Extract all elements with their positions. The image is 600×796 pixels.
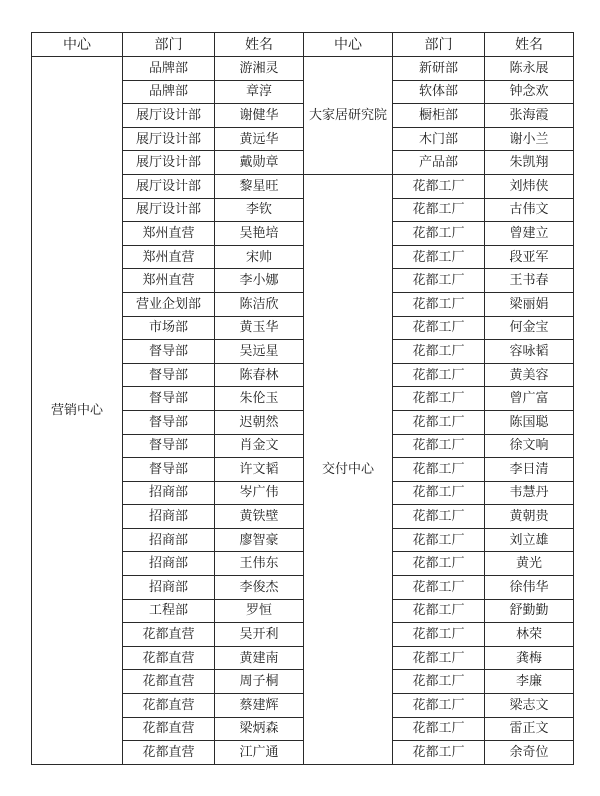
dept-cell: 新研部 <box>393 57 485 81</box>
name-cell: 钟念欢 <box>485 80 574 104</box>
name-cell: 章淳 <box>215 80 304 104</box>
dept-cell: 花都工厂 <box>393 363 485 387</box>
dept-cell: 花都工厂 <box>393 670 485 694</box>
name-cell: 余奇位 <box>485 741 574 765</box>
dept-cell: 工程部 <box>123 599 215 623</box>
dept-cell: 花都工厂 <box>393 292 485 316</box>
name-cell: 李廉 <box>485 670 574 694</box>
name-cell: 曾广富 <box>485 387 574 411</box>
dept-cell: 展厅设计部 <box>123 174 215 198</box>
dept-cell: 展厅设计部 <box>123 127 215 151</box>
name-cell: 李小娜 <box>215 269 304 293</box>
dept-cell: 软体部 <box>393 80 485 104</box>
name-cell: 刘立雄 <box>485 528 574 552</box>
name-cell: 李钦 <box>215 198 304 222</box>
dept-cell: 展厅设计部 <box>123 104 215 128</box>
dept-cell: 花都工厂 <box>393 316 485 340</box>
name-cell: 黄美容 <box>485 363 574 387</box>
header-center-left: 中心 <box>32 33 123 57</box>
name-cell: 梁丽娟 <box>485 292 574 316</box>
dept-cell: 营业企划部 <box>123 292 215 316</box>
dept-cell: 督导部 <box>123 458 215 482</box>
header-center-right: 中心 <box>304 33 393 57</box>
name-cell: 朱伦玉 <box>215 387 304 411</box>
dept-cell: 督导部 <box>123 363 215 387</box>
dept-cell: 督导部 <box>123 340 215 364</box>
name-cell: 徐伟华 <box>485 576 574 600</box>
dept-cell: 花都工厂 <box>393 340 485 364</box>
name-cell: 谢健华 <box>215 104 304 128</box>
name-cell: 容咏韬 <box>485 340 574 364</box>
name-cell: 段亚军 <box>485 245 574 269</box>
dept-cell: 品牌部 <box>123 57 215 81</box>
dept-cell: 花都直营 <box>123 717 215 741</box>
name-cell: 蔡建辉 <box>215 694 304 718</box>
name-cell: 黄光 <box>485 552 574 576</box>
name-cell: 黎星旺 <box>215 174 304 198</box>
dept-cell: 花都工厂 <box>393 387 485 411</box>
name-cell: 黄建南 <box>215 646 304 670</box>
dept-cell: 花都直营 <box>123 623 215 647</box>
name-cell: 游湘灵 <box>215 57 304 81</box>
dept-cell: 花都工厂 <box>393 410 485 434</box>
dept-cell: 花都工厂 <box>393 222 485 246</box>
name-cell: 李俊杰 <box>215 576 304 600</box>
staff-roster-table <box>31 32 574 765</box>
dept-cell: 花都工厂 <box>393 552 485 576</box>
name-cell: 龚梅 <box>485 646 574 670</box>
name-cell: 陈永展 <box>485 57 574 81</box>
name-cell: 迟朝然 <box>215 410 304 434</box>
name-cell: 江广通 <box>215 741 304 765</box>
dept-cell: 招商部 <box>123 481 215 505</box>
name-cell: 周子桐 <box>215 670 304 694</box>
name-cell: 黄朝贵 <box>485 505 574 529</box>
header-dept-right: 部门 <box>393 33 485 57</box>
dept-cell: 花都工厂 <box>393 576 485 600</box>
dept-cell: 展厅设计部 <box>123 198 215 222</box>
dept-cell: 招商部 <box>123 505 215 529</box>
name-cell: 戴勋章 <box>215 151 304 175</box>
name-cell: 李日清 <box>485 458 574 482</box>
dept-cell: 花都工厂 <box>393 623 485 647</box>
name-cell: 陈洁欣 <box>215 292 304 316</box>
dept-cell: 花都工厂 <box>393 245 485 269</box>
center-cell-right: 交付中心 <box>304 174 393 764</box>
name-cell: 罗恒 <box>215 599 304 623</box>
dept-cell: 品牌部 <box>123 80 215 104</box>
table-row <box>32 57 574 81</box>
dept-cell: 花都工厂 <box>393 458 485 482</box>
name-cell: 梁炳森 <box>215 717 304 741</box>
dept-cell: 郑州直营 <box>123 245 215 269</box>
name-cell: 陈国聪 <box>485 410 574 434</box>
name-cell: 岑广伟 <box>215 481 304 505</box>
dept-cell: 花都工厂 <box>393 646 485 670</box>
header-dept-left: 部门 <box>123 33 215 57</box>
dept-cell: 花都直营 <box>123 741 215 765</box>
dept-cell: 督导部 <box>123 387 215 411</box>
dept-cell: 花都工厂 <box>393 434 485 458</box>
name-cell: 廖智豪 <box>215 528 304 552</box>
dept-cell: 督导部 <box>123 410 215 434</box>
dept-cell: 花都工厂 <box>393 174 485 198</box>
name-cell: 吴开利 <box>215 623 304 647</box>
dept-cell: 花都直营 <box>123 670 215 694</box>
dept-cell: 招商部 <box>123 528 215 552</box>
dept-cell: 花都工厂 <box>393 481 485 505</box>
name-cell: 雷正文 <box>485 717 574 741</box>
dept-cell: 花都工厂 <box>393 694 485 718</box>
name-cell: 徐文响 <box>485 434 574 458</box>
header-row <box>32 33 574 57</box>
name-cell: 谢小兰 <box>485 127 574 151</box>
center-cell-left: 营销中心 <box>32 57 123 765</box>
name-cell: 韦慧丹 <box>485 481 574 505</box>
name-cell: 宋帅 <box>215 245 304 269</box>
name-cell: 黄远华 <box>215 127 304 151</box>
dept-cell: 招商部 <box>123 552 215 576</box>
name-cell: 王伟东 <box>215 552 304 576</box>
name-cell: 黄玉华 <box>215 316 304 340</box>
name-cell: 林荣 <box>485 623 574 647</box>
dept-cell: 展厅设计部 <box>123 151 215 175</box>
name-cell: 陈春林 <box>215 363 304 387</box>
dept-cell: 花都直营 <box>123 694 215 718</box>
name-cell: 吴远星 <box>215 340 304 364</box>
dept-cell: 花都工厂 <box>393 599 485 623</box>
dept-cell: 郑州直营 <box>123 269 215 293</box>
center-cell-right: 大家居研究院 <box>304 57 393 175</box>
name-cell: 朱凯翔 <box>485 151 574 175</box>
dept-cell: 郑州直营 <box>123 222 215 246</box>
dept-cell: 招商部 <box>123 576 215 600</box>
dept-cell: 花都工厂 <box>393 269 485 293</box>
name-cell: 肖金文 <box>215 434 304 458</box>
dept-cell: 花都工厂 <box>393 505 485 529</box>
dept-cell: 橱柜部 <box>393 104 485 128</box>
name-cell: 刘炜侠 <box>485 174 574 198</box>
dept-cell: 花都工厂 <box>393 528 485 552</box>
dept-cell: 花都工厂 <box>393 198 485 222</box>
name-cell: 许文韬 <box>215 458 304 482</box>
name-cell: 舒勤勤 <box>485 599 574 623</box>
dept-cell: 市场部 <box>123 316 215 340</box>
dept-cell: 花都工厂 <box>393 717 485 741</box>
dept-cell: 督导部 <box>123 434 215 458</box>
name-cell: 曾建立 <box>485 222 574 246</box>
name-cell: 黄铁壁 <box>215 505 304 529</box>
dept-cell: 木门部 <box>393 127 485 151</box>
header-name-right: 姓名 <box>485 33 574 57</box>
dept-cell: 花都直营 <box>123 646 215 670</box>
name-cell: 古伟文 <box>485 198 574 222</box>
name-cell: 何金宝 <box>485 316 574 340</box>
name-cell: 张海霞 <box>485 104 574 128</box>
header-name-left: 姓名 <box>215 33 304 57</box>
dept-cell: 花都工厂 <box>393 741 485 765</box>
dept-cell: 产品部 <box>393 151 485 175</box>
name-cell: 王书春 <box>485 269 574 293</box>
name-cell: 梁志文 <box>485 694 574 718</box>
name-cell: 吴艳培 <box>215 222 304 246</box>
